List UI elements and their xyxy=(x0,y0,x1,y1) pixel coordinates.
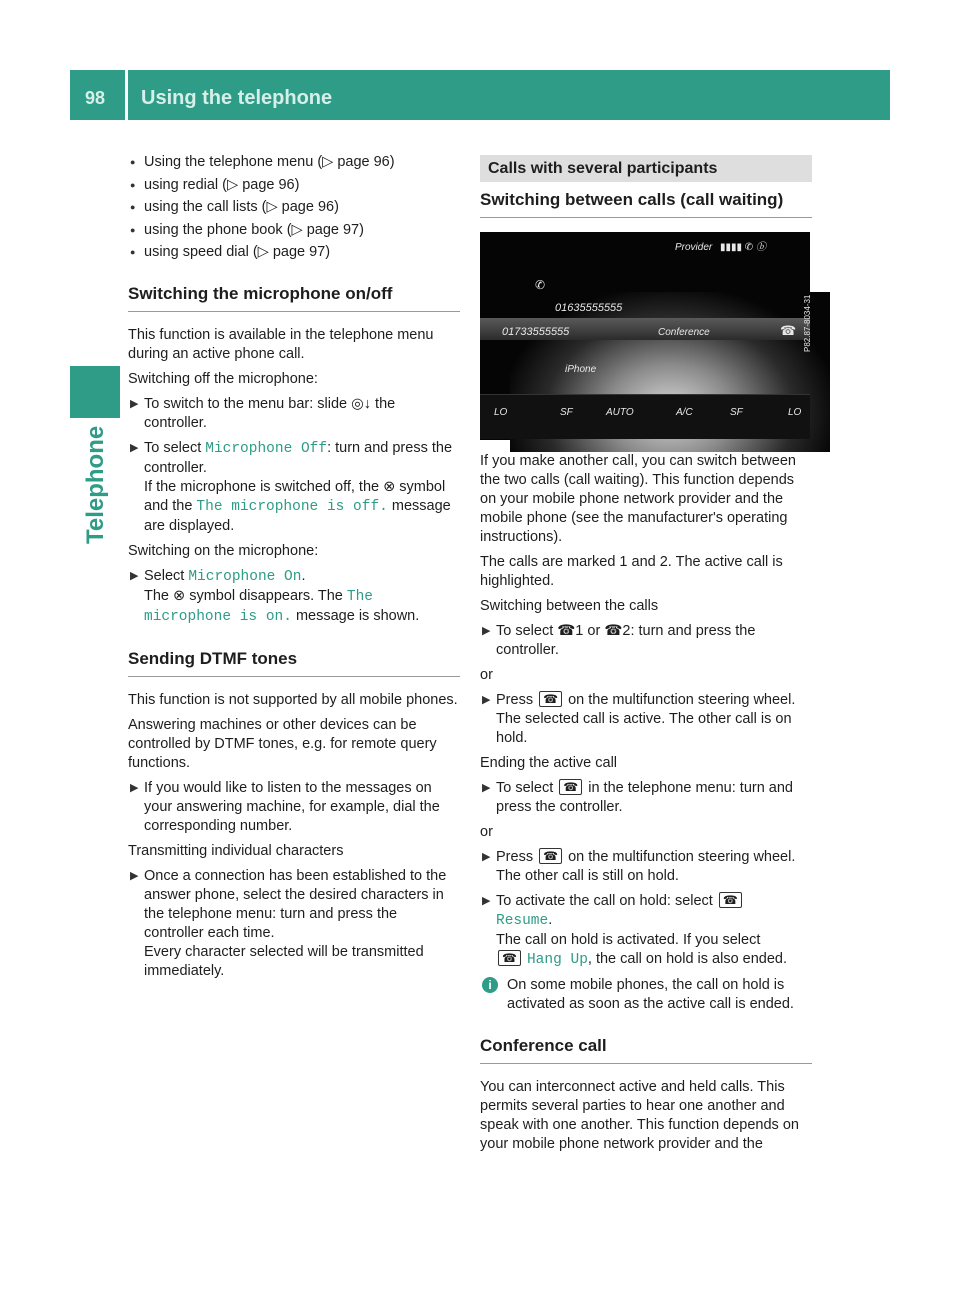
paragraph: Switching off the microphone: xyxy=(128,371,318,387)
climate-bar xyxy=(480,394,810,439)
text: To select xyxy=(496,780,558,796)
paragraph: Answering machines or other devices can be controlled by DTMF tones, e.g. for remote query functions. xyxy=(128,717,437,771)
climate-sf-left: SF xyxy=(560,407,573,418)
text: Once a connection has been established to the answer phone, select the desired characters in the telephone menu: turn and press the controller each time. xyxy=(144,868,447,941)
menu-item-microphone-on: Microphone On xyxy=(188,569,302,585)
paragraph: Switching between the calls xyxy=(480,598,659,614)
conference-label: Conference xyxy=(658,327,710,338)
list-item: ● using the phone book (▷ page 97) xyxy=(128,221,460,240)
paragraph: You can interconnect active and held calls. This permits several parties to hear one another and speak with one another. This function depends on your mobile phone network provider and the xyxy=(480,1079,799,1152)
page-number: 98 xyxy=(85,88,106,108)
message-mic-on: The microphone is on. xyxy=(144,589,374,625)
info-note xyxy=(480,976,812,1014)
text: Every character selected will be transmitted immediately. xyxy=(144,944,424,979)
paragraph: This function is available in the telephone menu during an active phone call. xyxy=(128,327,434,362)
section-heading-microphone: Switching the microphone on/off xyxy=(128,284,460,312)
header-divider xyxy=(125,70,128,120)
menu-item-resume: Resume xyxy=(496,913,549,929)
provider-label: Provider xyxy=(675,242,713,253)
menu-item-microphone-off: Microphone Off xyxy=(205,441,328,457)
status-icons: ▮▮▮▮ ✆ ⓑ xyxy=(720,242,766,253)
climate-right: LO xyxy=(788,407,802,418)
call-number-2: 01733555555 xyxy=(502,326,570,338)
text: If the microphone is switched off, the ⊗ symbol and the xyxy=(144,479,446,514)
text: The selected call is active. The other call is on hold. xyxy=(496,711,792,746)
phone-reject-icon: ☎ xyxy=(539,848,562,864)
text: on the multifunction steering wheel. xyxy=(564,849,796,865)
text: To activate the call on hold: select xyxy=(496,893,717,909)
section-heading-dtmf: Sending DTMF tones xyxy=(128,649,460,677)
instruction-step: ▶ To select ☎1 or ☎2: turn and press the controller. xyxy=(480,622,812,660)
section-heading-call-waiting: Switching between calls (call waiting) xyxy=(480,190,812,218)
side-tab-label: Telephone xyxy=(82,425,109,544)
side-tab-marker xyxy=(70,366,120,418)
text: To select xyxy=(144,440,206,456)
phone-icon: ✆ xyxy=(535,278,546,292)
text: Press xyxy=(496,692,538,708)
menu-item-hang-up: Hang Up xyxy=(526,952,588,968)
instruction-step xyxy=(480,892,812,970)
instruction-step xyxy=(480,848,812,886)
paragraph: If you make another call, you can switch between the two calls (call waiting). This function depends on your mobile phone network provider and the mobile phone (see the manufacturer's operating instructions). xyxy=(480,453,796,545)
list-item: ● Using the telephone menu (▷ page 96) xyxy=(128,153,460,172)
text: on the multifunction steering wheel. xyxy=(564,692,796,708)
call-number-1: 01635555555 xyxy=(555,302,623,314)
right-column xyxy=(480,155,812,1160)
list-item: ● using redial (▷ page 96) xyxy=(128,176,460,195)
phone-icon: ☎ xyxy=(719,892,742,908)
instruction-step xyxy=(128,567,460,627)
display-screenshot xyxy=(480,232,810,440)
text: message are displayed. xyxy=(144,498,451,534)
left-column xyxy=(128,153,460,987)
section-heading-conference: Conference call xyxy=(480,1036,812,1064)
text: The other call is still on hold. xyxy=(496,868,679,884)
or-label: or xyxy=(480,667,493,683)
image-code: P82.87-8034-31 xyxy=(803,294,812,352)
section-box-heading: Calls with several participants xyxy=(480,155,812,182)
text: The ⊗ symbol disappears. The xyxy=(144,588,347,604)
instruction-step: ▶ To switch to the menu bar: slide ◎↓ the controller. xyxy=(128,395,460,433)
text: message is shown. xyxy=(291,608,420,624)
list-item: ● using speed dial (▷ page 97) xyxy=(128,243,460,262)
text: On some mobile phones, the call on hold is activated as soon as the active call is ended. xyxy=(507,977,794,1012)
instruction-step xyxy=(128,867,460,981)
paragraph: Switching on the microphone: xyxy=(128,543,319,559)
instruction-step xyxy=(128,439,460,536)
device-label: iPhone xyxy=(565,364,597,375)
instruction-step xyxy=(480,691,812,748)
text: Press xyxy=(496,849,538,865)
text: The call on hold is activated. If you select xyxy=(496,932,761,948)
instruction-step: ▶ If you would like to listen to the messages on your answering machine, for example, dial the corresponding number. xyxy=(128,779,460,836)
text: , the call on hold is also ended. xyxy=(587,951,788,967)
paragraph: Ending the active call xyxy=(480,755,618,771)
or-label: or xyxy=(480,824,493,840)
page-title: Using the telephone xyxy=(141,87,333,109)
paragraph: The calls are marked 1 and 2. The active call is highlighted. xyxy=(480,554,783,589)
text: . xyxy=(301,568,306,584)
hangup-icon: ☎ xyxy=(780,323,797,338)
phone-accept-icon: ☎ xyxy=(539,691,562,707)
hang-up-icon: ☎ xyxy=(498,950,521,966)
climate-sf-right: SF xyxy=(730,407,743,418)
list-item: ● using the call lists (▷ page 96) xyxy=(128,198,460,217)
climate-left: LO xyxy=(494,407,508,418)
text: in the telephone menu: turn and press the controller. xyxy=(496,780,793,815)
paragraph: This function is not supported by all mobile phones. xyxy=(128,692,458,708)
text: Select xyxy=(144,568,189,584)
info-icon: i xyxy=(482,977,498,993)
paragraph: Transmitting individual characters xyxy=(128,843,344,859)
instruction-step xyxy=(480,779,812,817)
text: : turn and press the controller. xyxy=(144,440,453,476)
hang-up-icon: ☎ xyxy=(559,779,582,795)
text: . xyxy=(548,912,553,928)
climate-auto: AUTO xyxy=(606,407,634,418)
climate-ac: A/C xyxy=(676,407,693,418)
message-mic-off: The microphone is off. xyxy=(196,499,388,515)
